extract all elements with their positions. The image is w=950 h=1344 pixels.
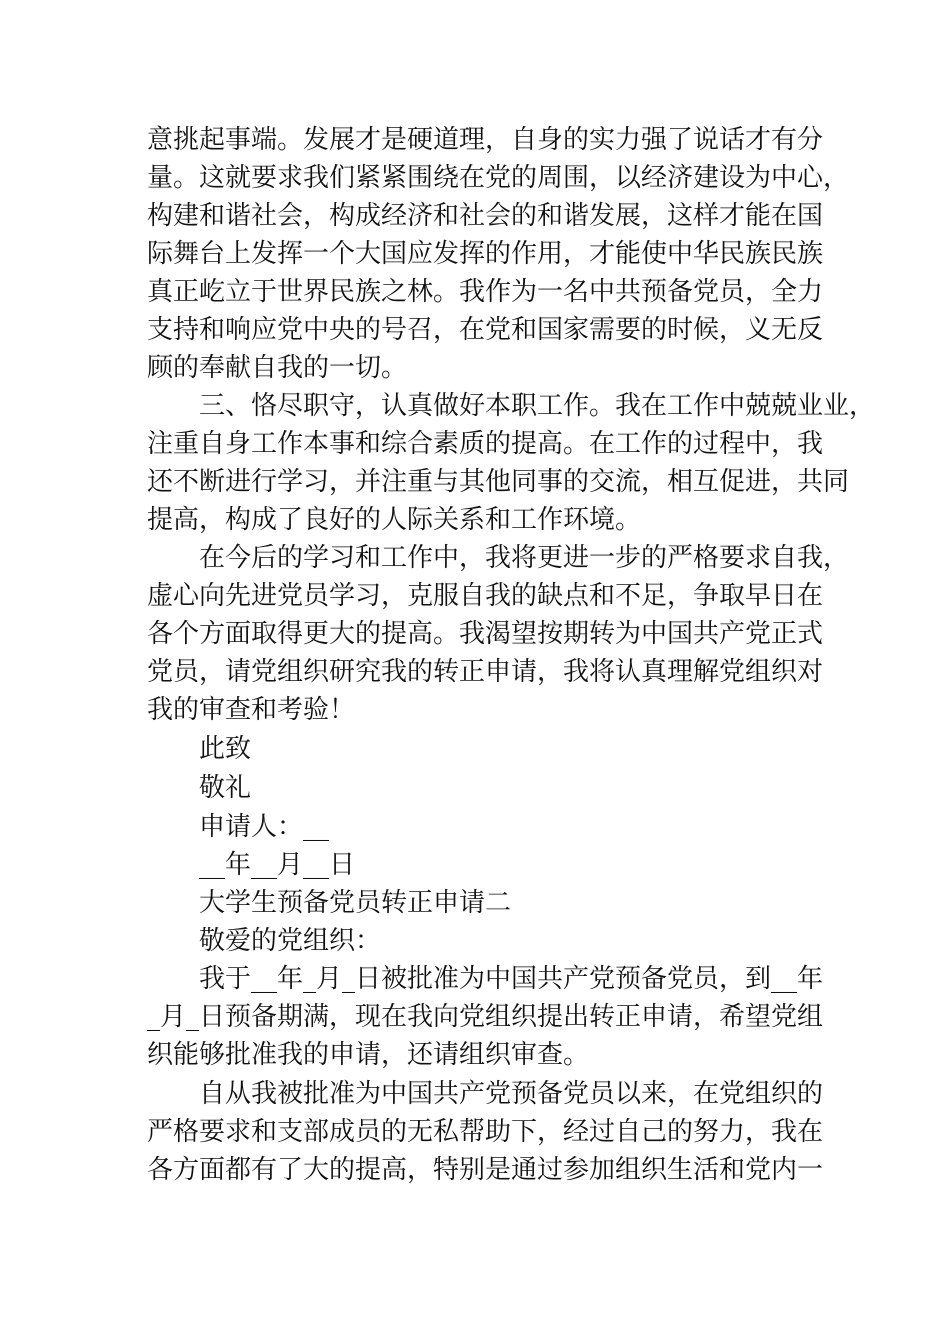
date-line: __年__月__日 [199, 850, 356, 880]
text-line: 虚心向先进党员学习，克服自我的缺点和不足，争取早日在 [147, 581, 824, 611]
text-line: 在今后的学习和工作中，我将更进一步的严格要求自我， [199, 543, 850, 573]
text-line: 意挑起事端。发展才是硬道理，自身的实力强了说话才有分 [147, 125, 824, 155]
text-line: 注重自身工作本事和综合素质的提高。在工作的过程中，我 [147, 429, 824, 459]
greeting-line: 敬爱的党组织： [199, 926, 382, 956]
text-line: 自从我被批准为中国共产党预备党员以来，在党组织的 [199, 1079, 824, 1109]
text-line: 真正屹立于世界民族之林。我作为一名中共预备党员，全力 [147, 277, 824, 307]
text-line: 三、恪尽职守，认真做好本职工作。我在工作中兢兢业业， [199, 391, 876, 421]
text-line: 党员，请党组织研究我的转正申请，我将认真理解党组织对 [147, 657, 824, 687]
text-line: 织能够批准我的申请，还请组织审查。 [147, 1040, 590, 1070]
text-line: 我的审查和考验！ [147, 695, 356, 725]
text-line: 各个方面取得更大的提高。我渴望按期转为中国共产党正式 [147, 619, 824, 649]
text-line: 我于__年_月_日被批准为中国共产党预备党员，到__年 [199, 964, 824, 994]
applicant-line: 申请人：__ [199, 812, 330, 842]
text-line: 量。这就要求我们紧紧围绕在党的周围，以经济建设为中心， [147, 163, 850, 193]
closing-line: 敬礼 [199, 773, 252, 803]
text-line: 顾的奉献自我的一切。 [147, 353, 408, 383]
salutation-line: 此致 [199, 734, 252, 764]
text-line: 提高，构成了良好的人际关系和工作环境。 [147, 505, 642, 535]
text-line: 际舞台上发挥一个大国应发挥的作用，才能使中华民族民族 [147, 239, 824, 269]
section-title: 大学生预备党员转正申请二 [199, 888, 512, 918]
text-line: 严格要求和支部成员的无私帮助下，经过自己的努力，我在 [147, 1117, 824, 1147]
text-line: _月_日预备期满，现在我向党组织提出转正申请，希望党组 [147, 1002, 824, 1032]
text-line: 支持和响应党中央的号召，在党和国家需要的时候，义无反 [147, 315, 824, 345]
text-line: 各方面都有了大的提高，特别是通过参加组织生活和党内一 [147, 1155, 824, 1185]
text-line: 构建和谐社会，构成经济和社会的和谐发展，这样才能在国 [147, 201, 824, 231]
text-line: 还不断进行学习，并注重与其他同事的交流，相互促进，共同 [147, 467, 850, 497]
